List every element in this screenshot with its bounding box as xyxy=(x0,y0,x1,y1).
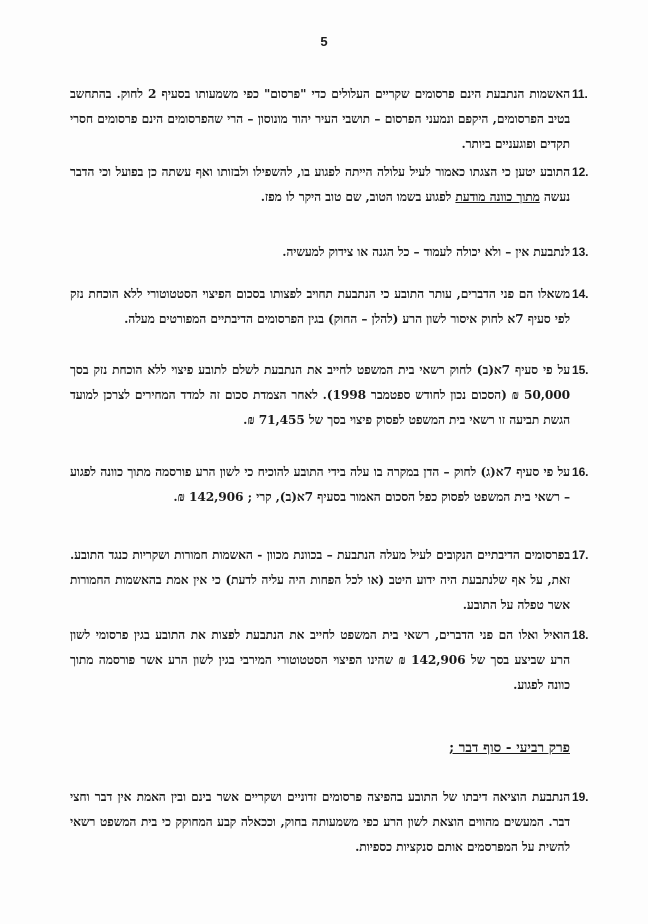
paragraph-17 xyxy=(70,543,589,618)
paragraph-text: הואיל ואלו הם פני הדברים, רשאי בית המשפט לחייב את הנתבעת לפצות את התובע בגין פרסומי לשון הרע שביצע בסך של 142,906 ₪ שהינו הפיצוי הסטטוטורי המירבי בגין לשון הרע אשר פורסמה מתוך כוונה לפגוע. xyxy=(70,628,570,692)
paragraph-text: על פי סעיף 7א(ג) לחוק – הדן במקרה בו עלה בידי התובע להוכיח כי לשון הרע פורסמה מתוך כוונה לפגוע – רשאי בית המשפט לפסוק כפל הסכום האמור בסעיף 7א(ב), קרי ; 142,906 ₪. xyxy=(70,465,570,504)
paragraph-number: 12. xyxy=(572,165,589,179)
paragraph-number: 18. xyxy=(572,628,589,642)
paragraph-number: 11. xyxy=(572,87,588,101)
paragraph-19 xyxy=(70,785,589,860)
paragraph-number: 16. xyxy=(572,465,589,479)
paragraph-text: לנתבעת אין – ולא יכולה לעמוד – כל הגנה או צידוק למעשיה. xyxy=(282,245,570,259)
paragraph-text-before: התובע יטען כי הצגתו כאמור לעיל עלולה הייתה לפגוע בו, להשפילו ולבזותו ואף עשתה כן בפועל וכי הדבר נעשה xyxy=(70,165,570,204)
underlined-phrase: מתוך כוונה מודעת xyxy=(455,190,540,204)
paragraph-number: 14. xyxy=(572,287,589,301)
paragraph-text-after: לפגוע בשמו הטוב, שם טוב היקר לו מפז. xyxy=(260,190,456,204)
paragraph-13 xyxy=(70,240,589,265)
paragraph-number: 13. xyxy=(572,245,589,259)
paragraph-12 xyxy=(70,160,589,210)
paragraph-text: הנתבעת הוציאה דיבתו של התובע בהפיצה פרסומים זדוניים ושקריים אשר בינם ובין האמת אין דבר וחצי דבר. המעשים מהווים הוצאת לשון הרע כפי משמעותה בחוק, וככאלה קבע המחוקק כי בית המשפט רשאי להשית על המפרסמים אותם סנקציות כספיות. xyxy=(70,790,570,854)
paragraph-number: 15. xyxy=(572,363,589,377)
section-heading: פרק רביעי - סוף דבר ; xyxy=(449,740,570,756)
paragraph-11 xyxy=(70,82,588,157)
paragraph-text: האשמות הנתבעת הינם פרסומים שקריים העלולים כדי "פרסום" כפי משמעותו בסעיף 2 לחוק. בהתחשב בטיב הפרסומים, היקפם ונמעני הפרסום – תושבי העיר יהוד מונוסון – הרי שהפרסומים הינם פרסומים חסרי תקדים ופוגעניים ביותר. xyxy=(70,87,571,151)
paragraph-text: משאלו הם פני הדברים, עותר התובע כי הנתבעת תחויב לפצותו בסכום הפיצוי הסטטוטורי ללא הוכחת נזק לפי סעיף 7א לחוק איסור לשון הרע (להלן – החוק) בגין הפרסומים הדיבתיים המפורטים מעלה. xyxy=(70,287,570,326)
page-number: 5 xyxy=(320,34,328,49)
paragraph-text xyxy=(70,160,570,210)
paragraph-14 xyxy=(70,282,589,332)
paragraph-15 xyxy=(70,358,589,433)
paragraph-16 xyxy=(70,460,589,510)
paragraph-text: על פי סעיף 7א(ב) לחוק רשאי בית המשפט לחייב את הנתבעת לשלם לתובע פיצוי ללא הוכחת נזק בסך 50,000 ₪ (הסכום נכון לחודש ספטמבר 1998). לאחר הצמדת סכום זה למדד המחירים לצרכן למועד הגשת תביעה זו רשאי בית המשפט לפסוק פיצוי בסך של 71,455 ₪. xyxy=(70,363,570,427)
paragraph-text: בפרסומים הדיבתיים הנקובים לעיל מעלה הנתבעת – בכוונת מכוון - האשמות חמורות ושקריות כנגד התובע. זאת, על אף שלנתבעת היה ידוע היטב (או לכל הפחות היה עליה לדעת) כי אין אמת בהאשמות החמורות אשר טפלה על התובע. xyxy=(70,548,570,612)
paragraph-number: 17. xyxy=(572,548,589,562)
paragraph-number: 19. xyxy=(572,790,589,804)
paragraph-18 xyxy=(70,623,589,698)
